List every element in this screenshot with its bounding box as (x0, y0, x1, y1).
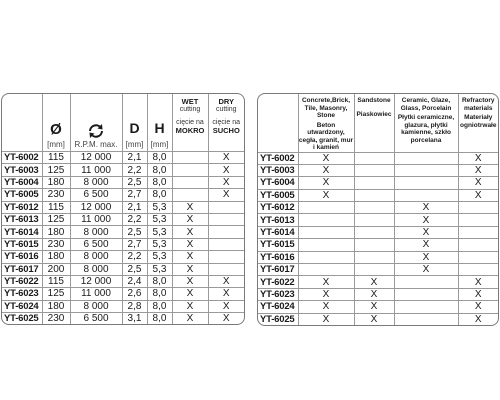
sandstone-pl: Piaskowiec (356, 110, 392, 118)
h-cell: 8,0 (147, 275, 172, 287)
concrete-cell (298, 239, 354, 251)
rpm-cell: 8 000 (70, 226, 122, 238)
product-code: YT-6016 (258, 251, 298, 263)
refractory-cell: X (458, 301, 498, 313)
table-row (2, 288, 244, 300)
diameter-cell: 115 (42, 275, 70, 287)
concrete-cell: X (298, 164, 354, 176)
d-cell: 2,5 (122, 263, 147, 275)
rpm-header (70, 94, 122, 152)
specifications-table (1, 93, 245, 325)
table-row (258, 301, 498, 313)
h-cell: 5,3 (147, 263, 172, 275)
wet-cell: X (172, 251, 208, 263)
h-cell: 8,0 (147, 189, 172, 201)
rpm-cell: 8 000 (70, 263, 122, 275)
product-code: YT-6024 (2, 300, 42, 312)
wet-cell (172, 189, 208, 201)
concrete-cell: X (298, 288, 354, 300)
dry-cell (208, 263, 244, 275)
table-row (2, 164, 244, 176)
product-code: YT-6022 (258, 276, 298, 288)
h-cell: 5,3 (147, 238, 172, 250)
product-code: YT-6016 (2, 251, 42, 263)
concrete-cell: X (298, 276, 354, 288)
product-code: YT-6015 (258, 239, 298, 251)
table-row (2, 238, 244, 250)
refractory-cell (458, 202, 498, 214)
table-row (2, 152, 244, 164)
table-row (2, 275, 244, 287)
rpm-cell: 8 000 (70, 251, 122, 263)
refractory-cell (458, 251, 498, 263)
d-cell: 2,8 (122, 300, 147, 312)
d-cell: 2,4 (122, 275, 147, 287)
dry-cell: X (208, 275, 244, 287)
ceramic-cell: X (394, 264, 458, 276)
table-row (258, 164, 498, 176)
product-code: YT-6017 (2, 263, 42, 275)
wet-cell: X (172, 226, 208, 238)
rpm-cell: 11 000 (70, 288, 122, 300)
h-cell: 8,0 (147, 288, 172, 300)
d-cell: 2,7 (122, 238, 147, 250)
diameter-cell: 115 (42, 152, 70, 164)
dry-cell (208, 201, 244, 213)
table-row (258, 226, 498, 238)
refractory-cell (458, 239, 498, 251)
diameter-unit: [mm] (47, 140, 65, 149)
concrete-pl: Beton utwardzony, cegła, granit, mur i kamień (298, 121, 354, 151)
h-label: H (154, 120, 165, 136)
wet-cell (172, 176, 208, 188)
table-row (258, 177, 498, 189)
product-code: YT-6024 (258, 301, 298, 313)
product-code: YT-6012 (258, 202, 298, 214)
dry-cell: X (208, 189, 244, 201)
diameter-cell: 200 (42, 263, 70, 275)
table-row (258, 276, 498, 288)
diameter-cell: 125 (42, 288, 70, 300)
ceramic-cell (394, 288, 458, 300)
code-header (2, 94, 42, 152)
product-code: YT-6025 (2, 313, 42, 325)
table-row (258, 313, 498, 325)
concrete-en: Concrete,Brick, Tile, Masonry, Stone (301, 97, 351, 119)
diameter-cell: 125 (42, 213, 70, 225)
product-code: YT-6013 (258, 214, 298, 226)
h-cell: 5,3 (147, 213, 172, 225)
refractory-cell: X (458, 276, 498, 288)
diameter-cell: 180 (42, 300, 70, 312)
refractory-cell: X (458, 189, 498, 201)
product-code: YT-6023 (2, 288, 42, 300)
d-cell: 2,2 (122, 213, 147, 225)
rpm-cell: 8 000 (70, 176, 122, 188)
concrete-cell (298, 214, 354, 226)
product-code: YT-6002 (2, 152, 42, 164)
diameter-cell: 115 (42, 201, 70, 213)
refractory-cell: X (458, 164, 498, 176)
concrete-cell (298, 202, 354, 214)
table-row (258, 288, 498, 300)
diameter-cell: 180 (42, 176, 70, 188)
h-cell: 8,0 (147, 176, 172, 188)
d-cell: 2,2 (122, 251, 147, 263)
sandstone-cell (354, 202, 394, 214)
ceramic-pl: Płytki ceramiczne, glazura, płytki kamienne, szkło porcelana (397, 114, 455, 144)
table-row (2, 176, 244, 188)
ceramic-cell: X (394, 214, 458, 226)
sandstone-cell: X (354, 313, 394, 325)
dry-line3: cięcie na (212, 119, 241, 126)
dry-cell (208, 238, 244, 250)
dry-line2: cutting (215, 106, 237, 113)
diameter-cell: 230 (42, 189, 70, 201)
table-row (2, 251, 244, 263)
rpm-cell: 8 000 (70, 300, 122, 312)
diameter-cell: 125 (42, 164, 70, 176)
ceramic-cell (394, 313, 458, 325)
ceramic-cell: X (394, 251, 458, 263)
product-code: YT-6022 (2, 275, 42, 287)
rpm-cell: 12 000 (70, 152, 122, 164)
h-cell: 8,0 (147, 164, 172, 176)
sandstone-header (354, 94, 394, 152)
product-code: YT-6014 (258, 226, 298, 238)
dry-cell: X (208, 313, 244, 325)
h-cell: 8,0 (147, 313, 172, 325)
product-code: YT-6017 (258, 264, 298, 276)
refractory-header (458, 94, 498, 152)
concrete-cell: X (298, 313, 354, 325)
application-rows (258, 152, 498, 325)
dry-cell: X (208, 176, 244, 188)
d-header (122, 94, 147, 152)
h-header (147, 94, 172, 152)
ceramic-header (394, 94, 458, 152)
d-cell: 2,7 (122, 189, 147, 201)
h-cell: 5,3 (147, 226, 172, 238)
table-row (2, 213, 244, 225)
dry-cell (208, 213, 244, 225)
sandstone-cell: X (354, 301, 394, 313)
application-header-row (258, 94, 498, 152)
wet-cell (172, 152, 208, 164)
dry-line4: SUCHO (212, 126, 240, 135)
sandstone-en: Sandstone (357, 97, 391, 104)
ceramic-cell (394, 164, 458, 176)
diameter-cell: 230 (42, 238, 70, 250)
concrete-cell: X (298, 152, 354, 164)
h-cell: 8,0 (147, 152, 172, 164)
table-row (2, 201, 244, 213)
concrete-cell (298, 264, 354, 276)
diameter-cell: 180 (42, 226, 70, 238)
sandstone-cell (354, 251, 394, 263)
ceramic-cell (394, 276, 458, 288)
rpm-cell: 11 000 (70, 164, 122, 176)
table-row (2, 300, 244, 312)
sandstone-cell (354, 239, 394, 251)
product-code: YT-6002 (258, 152, 298, 164)
d-cell: 2,5 (122, 176, 147, 188)
refractory-cell: X (458, 177, 498, 189)
diameter-icon: Ø (50, 121, 62, 138)
d-cell: 2,1 (122, 152, 147, 164)
concrete-cell (298, 251, 354, 263)
wet-cell: X (172, 300, 208, 312)
product-code: YT-6003 (2, 164, 42, 176)
refractory-cell (458, 264, 498, 276)
h-unit: [mm] (150, 140, 169, 149)
dry-header (208, 94, 244, 152)
dry-cell (208, 251, 244, 263)
ceramic-cell (394, 152, 458, 164)
d-cell: 2,6 (122, 288, 147, 300)
d-cell: 2,5 (122, 226, 147, 238)
rpm-cell: 6 500 (70, 189, 122, 201)
h-cell: 5,3 (147, 251, 172, 263)
ceramic-cell: X (394, 202, 458, 214)
table-row (2, 226, 244, 238)
rpm-cell: 12 000 (70, 201, 122, 213)
product-code: YT-6015 (2, 238, 42, 250)
ceramic-cell: X (394, 239, 458, 251)
wet-cell: X (172, 238, 208, 250)
wet-cell: X (172, 275, 208, 287)
sandstone-cell (354, 214, 394, 226)
d-label: D (129, 120, 140, 136)
h-cell: 8,0 (147, 300, 172, 312)
rpm-cell: 12 000 (70, 275, 122, 287)
product-code: YT-6014 (2, 226, 42, 238)
wet-header (172, 94, 208, 152)
wet-line2: cutting (179, 106, 201, 113)
product-code: YT-6023 (258, 288, 298, 300)
product-code: YT-6005 (258, 189, 298, 201)
refractory-en: Refractory materials (461, 97, 495, 112)
diameter-cell: 180 (42, 251, 70, 263)
d-unit: [mm] (125, 140, 144, 149)
h-cell: 5,3 (147, 201, 172, 213)
sandstone-cell (354, 152, 394, 164)
diameter-cell: 230 (42, 313, 70, 325)
refractory-cell (458, 226, 498, 238)
wet-line3: cięcie na (176, 119, 204, 126)
product-code: YT-6004 (258, 177, 298, 189)
sandstone-cell: X (354, 276, 394, 288)
product-code: YT-6003 (258, 164, 298, 176)
wet-cell: X (172, 313, 208, 325)
product-code: YT-6025 (258, 313, 298, 325)
rpm-cell: 6 500 (70, 313, 122, 325)
sandstone-cell (354, 264, 394, 276)
concrete-cell: X (298, 301, 354, 313)
d-cell: 2,1 (122, 201, 147, 213)
table-row (258, 152, 498, 164)
sandstone-cell: X (354, 288, 394, 300)
table-row (258, 239, 498, 251)
dry-cell (208, 226, 244, 238)
d-cell: 3,1 (122, 313, 147, 325)
sandstone-cell (354, 226, 394, 238)
ceramic-cell (394, 189, 458, 201)
ceramic-en: Ceramic, Glaze, Glass, Porcelain (400, 97, 452, 112)
concrete-cell (298, 226, 354, 238)
dry-line1: DRY (218, 97, 235, 106)
refractory-cell: X (458, 313, 498, 325)
ceramic-cell: X (394, 226, 458, 238)
spec-rows (2, 152, 244, 325)
dry-cell: X (208, 288, 244, 300)
sandstone-cell (354, 189, 394, 201)
rotation-arrows-icon (87, 123, 105, 139)
refractory-cell: X (458, 288, 498, 300)
wet-cell: X (172, 263, 208, 275)
dry-cell: X (208, 300, 244, 312)
table-row (2, 313, 244, 325)
product-code: YT-6004 (2, 176, 42, 188)
table-row (258, 264, 498, 276)
product-code: YT-6012 (2, 201, 42, 213)
refractory-cell: X (458, 152, 498, 164)
wet-cell (172, 164, 208, 176)
product-code: YT-6005 (2, 189, 42, 201)
table-row (2, 263, 244, 275)
sandstone-cell (354, 164, 394, 176)
wet-cell: X (172, 288, 208, 300)
wet-cell: X (172, 213, 208, 225)
table-row (258, 214, 498, 226)
table-row (258, 189, 498, 201)
concrete-header (298, 94, 354, 152)
dry-cell: X (208, 164, 244, 176)
product-code: YT-6013 (2, 213, 42, 225)
dry-cell: X (208, 152, 244, 164)
wet-line1: WET (181, 97, 199, 106)
concrete-cell: X (298, 177, 354, 189)
rpm-cell: 6 500 (70, 238, 122, 250)
table-row (2, 189, 244, 201)
d-cell: 2,2 (122, 164, 147, 176)
spec-header-row (2, 94, 244, 152)
refractory-cell (458, 214, 498, 226)
ceramic-cell (394, 177, 458, 189)
diameter-header (42, 94, 70, 152)
table-row (258, 202, 498, 214)
applications-table (257, 93, 499, 326)
code-header (258, 94, 298, 152)
concrete-cell: X (298, 189, 354, 201)
ceramic-cell (394, 301, 458, 313)
rpm-unit: R.P.M. max. (74, 140, 118, 149)
wet-cell: X (172, 201, 208, 213)
refractory-pl: Materiały ogniotrwałe (460, 114, 497, 129)
wet-line4: MOKRO (175, 126, 205, 135)
sandstone-cell (354, 177, 394, 189)
table-row (258, 251, 498, 263)
rpm-cell: 11 000 (70, 213, 122, 225)
